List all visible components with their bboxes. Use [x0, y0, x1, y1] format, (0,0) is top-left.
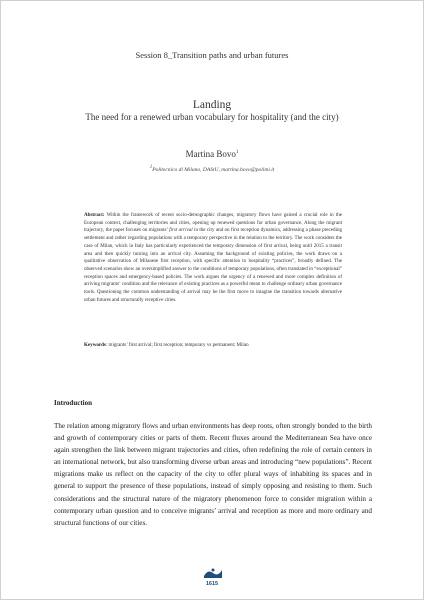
abstract-block: [84, 212, 342, 305]
paper-title: Landing: [192, 99, 232, 111]
abstract-label: Abstract:: [84, 212, 105, 218]
publisher-logo-icon: [203, 567, 223, 579]
author-name: Martina Bovo: [185, 149, 236, 159]
affiliation-marker: 1: [149, 165, 153, 171]
keywords-block: [84, 342, 342, 349]
introduction-paragraph: The relation among migratory flows and urban environments has deep roots, often strongly bonded to the birth and growth of contemporary cities or parts of them. Recent fluxes around the Mediterranean Sea have once again strengthen the link between migrant trajectories and cities, often redefining the role of certain centers in an international network, but also transforming diverse urban areas and introducing “new populations”. Recent migrations make us reflect on the capacity of the city to offer plural ways of inhabiting its spaces and in general to support the presence of these populations, instead of simply opposing and resisting to them. Such considerations and the structural nature of the migratory phenomenon force to consider migration within a contemporary urban question and to conceive migrants’ arrival and reception as more and more ordinary and structural functions of our cities.: [54, 422, 372, 527]
keywords-text: : migrants’ first arrival; first reception; temporary vs permanent; Milan: [105, 342, 249, 348]
abstract-text-after: in the city and on first reception dynamics, addressing a phase preceding settlement and rather regarding populations with a temporary perspective in the relation to the territory. The work considers the case of Milan, which in Italy has particularly experienced the temporary dimension of first arrival, being until 2015 a transit area and then quickly turning into an arrival city. Assuming the background of existing policies, the work draws on a qualitative observation of Milanese first reception, with specific attention to hospitality “practices”, broadly defined. The observed scenarios show an oversimplified answer to the conditions of temporary populations, often translated in “exceptional” reception spaces and emergency-based policies. The work argues the urgency of a renewed and more complex definition of arriving migrants’ condition and the relevance of existing practices as a powerful mean to challenge ordinary urban governance tools. Questioning the common understanding of arrival may be the first move to imagine the transition towards alternative urban futures and structurally receptive cities.: [84, 227, 342, 303]
paper-subtitle: The need for a renewed urban vocabulary for hospitality (and the city): [85, 112, 339, 122]
author-marker: 1: [235, 150, 239, 155]
author-line: [1, 149, 423, 159]
page-number: 1615: [205, 581, 219, 587]
session-header: Session 8_Transition paths and urban futures: [135, 50, 289, 60]
abstract-emphasis: first arrival: [169, 227, 193, 234]
keywords-label: Keywords: [84, 342, 106, 348]
affiliation-text: Politecnico di Milano, DAStU, martina.bovo@polimi.it: [152, 167, 275, 173]
abstract-text-before: Within the framework of recent socio-demographic changes, migratory flows have gained a crucial role in the European context, challenging territories and cities, opening up renewed questions for urban governance. Along the migrant trajectory, the paper focuses on migrants’: [84, 212, 343, 234]
affiliation-line: [1, 167, 423, 173]
introduction-heading: Introduction: [54, 399, 92, 407]
